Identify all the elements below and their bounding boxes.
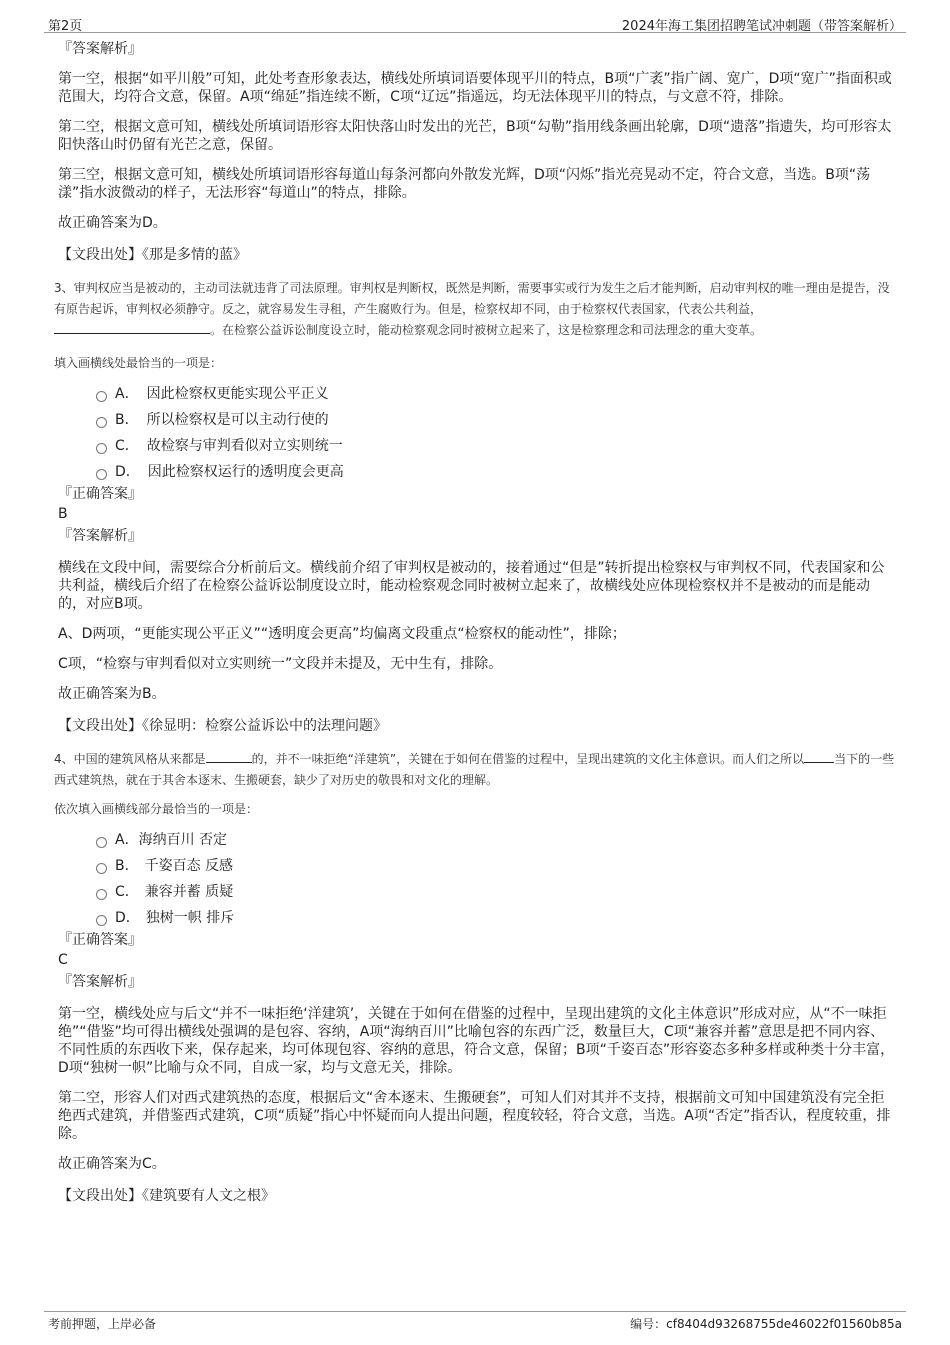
q2-analysis-p1: 第一空，根据“如平川般”可知，此处考查形象表达，横线处所填词语要体现平川的特点，B项“广袤”指广阔、宽广，D项“宽广”指面积或范围大，均符合文意，保留。A项“绵延”指连续不断，C项“辽远”指遥远，均无法体现平川的特点，与文意不符，排除。 xyxy=(58,71,892,105)
q4-correct-tag: 『正确答案』 xyxy=(58,932,142,948)
document-title: 2024年海工集团招聘笔试冲刺题（带答案解析） xyxy=(621,19,902,34)
q4-blank-2 xyxy=(804,750,834,763)
q2-analysis-tag: 『答案解析』 xyxy=(58,41,142,57)
q4-stem-c: 当下的一些西式建筑热，就在于其舍本逐末、生搬硬套，缺少了对历史的敬畏和对文化的理解。 xyxy=(54,752,895,787)
radio-icon[interactable] xyxy=(96,889,107,900)
q3-source: 【文段出处】《徐显明：检察公益诉讼中的法理问题》 xyxy=(58,718,387,734)
page-footer xyxy=(44,1311,906,1332)
radio-icon[interactable] xyxy=(96,443,107,454)
q4-option-b[interactable]: B． 千姿百态 反感 xyxy=(96,857,896,883)
page-header xyxy=(44,10,906,33)
footer-slogan: 考前押题，上岸必备 xyxy=(48,1317,157,1331)
q3-option-d[interactable]: D． 因此检察权运行的透明度会更高 xyxy=(96,463,896,489)
q2-analysis-p2: 第二空，根据文意可知，横线处所填词语形容太阳快落山时发出的光芒，B项“勾勒”指用线条画出轮廓，D项“遗落”指遗失，均可形容太阳快落山时仍留有光芒之意，保留。 xyxy=(58,119,892,153)
q3-analysis-p3: C项，“检察与审判看似对立实则统一”文段并未提及，无中生有，排除。 xyxy=(58,656,503,672)
q3-blank xyxy=(54,321,210,334)
main-content xyxy=(56,40,896,1205)
q3-analysis-p2: A、D两项，“更能实现公平正义”“透明度会更高”均偏离文段重点“检察权的能动性”，排除； xyxy=(58,626,626,642)
q3-analysis-p1: 横线在文段中间，需要综合分析前后文。横线前介绍了审判权是被动的，接着通过“但是”转折提出检察权与审判权不同，代表国家和公共利益，横线后介绍了在检察公益诉讼制度设立时，能动检察观念同时被树立起来了，故横线处应体现检察权并不是被动的而是能动的，对应B项。 xyxy=(58,560,885,612)
q4-stem-b: 的，并不一味拒绝“洋建筑”，关键在于如何在借鉴的过程中，呈现出建筑的文化主体意识。而人们之所以 xyxy=(251,752,805,766)
q3-correct-tag: 『正确答案』 xyxy=(58,486,142,502)
q4-analysis-tag: 『答案解析』 xyxy=(58,974,142,990)
q2-analysis-p3: 第三空，根据文意可知，横线处所填词语形容每道山每条河都向外散发光辉，D项“闪烁”指光亮晃动不定，符合文意，当选。B项“荡漾”指水波微动的样子，无法形容“每道山”的特点，排除。 xyxy=(58,167,871,201)
q4-conclusion: 故正确答案为C。 xyxy=(58,1156,166,1172)
document-id: 编号：cf8404d93268755de46022f01560b85a xyxy=(630,1317,902,1331)
q4-stem xyxy=(54,749,896,791)
q3-stem-before: 3、审判权应当是被动的，主动司法就违背了司法原理。审判权是判断权，既然是判断，需要事实或行为发生之后才能判断，启动审判权的唯一理由是提告，没有原告起诉，审判权必须静守。反之，就容易发生寻租，产生腐败行为。但是，检察权却不同，由于检察权代表国家，代表公共利益， xyxy=(54,281,890,316)
q4-stem-a: 4、中国的建筑风格从来都是 xyxy=(54,752,206,766)
q3-stem xyxy=(54,278,896,341)
q4-option-a[interactable]: A． 海纳百川 否定 xyxy=(96,831,896,857)
q3-stem-after: 。在检察公益诉讼制度设立时，能动检察观念同时被树立起来了，这是检察理念和司法理念的重大变革。 xyxy=(210,323,763,337)
q3-conclusion: 故正确答案为B。 xyxy=(58,686,166,702)
q4-blank-1 xyxy=(206,750,252,763)
q3-analysis-tag: 『答案解析』 xyxy=(58,528,142,544)
q3-options xyxy=(96,385,896,489)
q3-option-a[interactable]: A． 因此检察权更能实现公平正义 xyxy=(96,385,896,411)
radio-icon[interactable] xyxy=(96,469,107,480)
q3-option-c[interactable]: C． 故检察与审判看似对立实则统一 xyxy=(96,437,896,463)
page-number: 第2页 xyxy=(48,19,83,34)
q3-prompt: 填入画横线处最恰当的一项是： xyxy=(54,356,223,370)
q4-option-c[interactable]: C． 兼容并蓄 质疑 xyxy=(96,883,896,909)
q4-correct-answer: C xyxy=(58,952,68,968)
q4-prompt: 依次填入画横线部分最恰当的一项是： xyxy=(54,802,259,816)
q2-source: 【文段出处】《那是多情的蓝》 xyxy=(58,247,247,263)
q4-option-d[interactable]: D． 独树一帜 排斥 xyxy=(96,909,896,935)
radio-icon[interactable] xyxy=(96,837,107,848)
q4-analysis-p2: 第二空，形容人们对西式建筑热的态度，根据后文“舍本逐末、生搬硬套”，可知人们对其并不支持，根据前文可知中国建筑没有完全拒绝西式建筑，并借鉴西式建筑，C项“质疑”指心中怀疑而向人提出问题，程度较轻，符合文意，当选。A项“否定”指否认，程度较重，排除。 xyxy=(58,1090,891,1142)
radio-icon[interactable] xyxy=(96,915,107,926)
q2-conclusion: 故正确答案为D。 xyxy=(58,215,167,231)
q4-source: 【文段出处】《建筑要有人文之根》 xyxy=(58,1188,275,1204)
radio-icon[interactable] xyxy=(96,391,107,402)
q3-correct-answer: B xyxy=(58,506,68,522)
radio-icon[interactable] xyxy=(96,417,107,428)
q4-analysis-p1: 第一空，横线处应与后文“并不一味拒绝‘洋建筑’，关键在于如何在借鉴的过程中，呈现出建筑的文化主体意识”形成对应，从“不一味拒绝”“借鉴”均可得出横线处强调的是包容、容纳，A项“海纳百川”比喻包容的东西广泛，数量巨大，C项“兼容并蓄”意思是把不同内容、不同性质的东西收下来，保存起来，均可体现包容、容纳的意思，符合文意，保留；B项“千姿百态”形容姿态多种多样或种类十分丰富，D项“独树一帜”比喻与众不同，自成一家，均与文意无关，排除。 xyxy=(58,1006,895,1076)
radio-icon[interactable] xyxy=(96,863,107,874)
q4-options xyxy=(96,831,896,935)
q3-option-b[interactable]: B． 所以检察权是可以主动行使的 xyxy=(96,411,896,437)
